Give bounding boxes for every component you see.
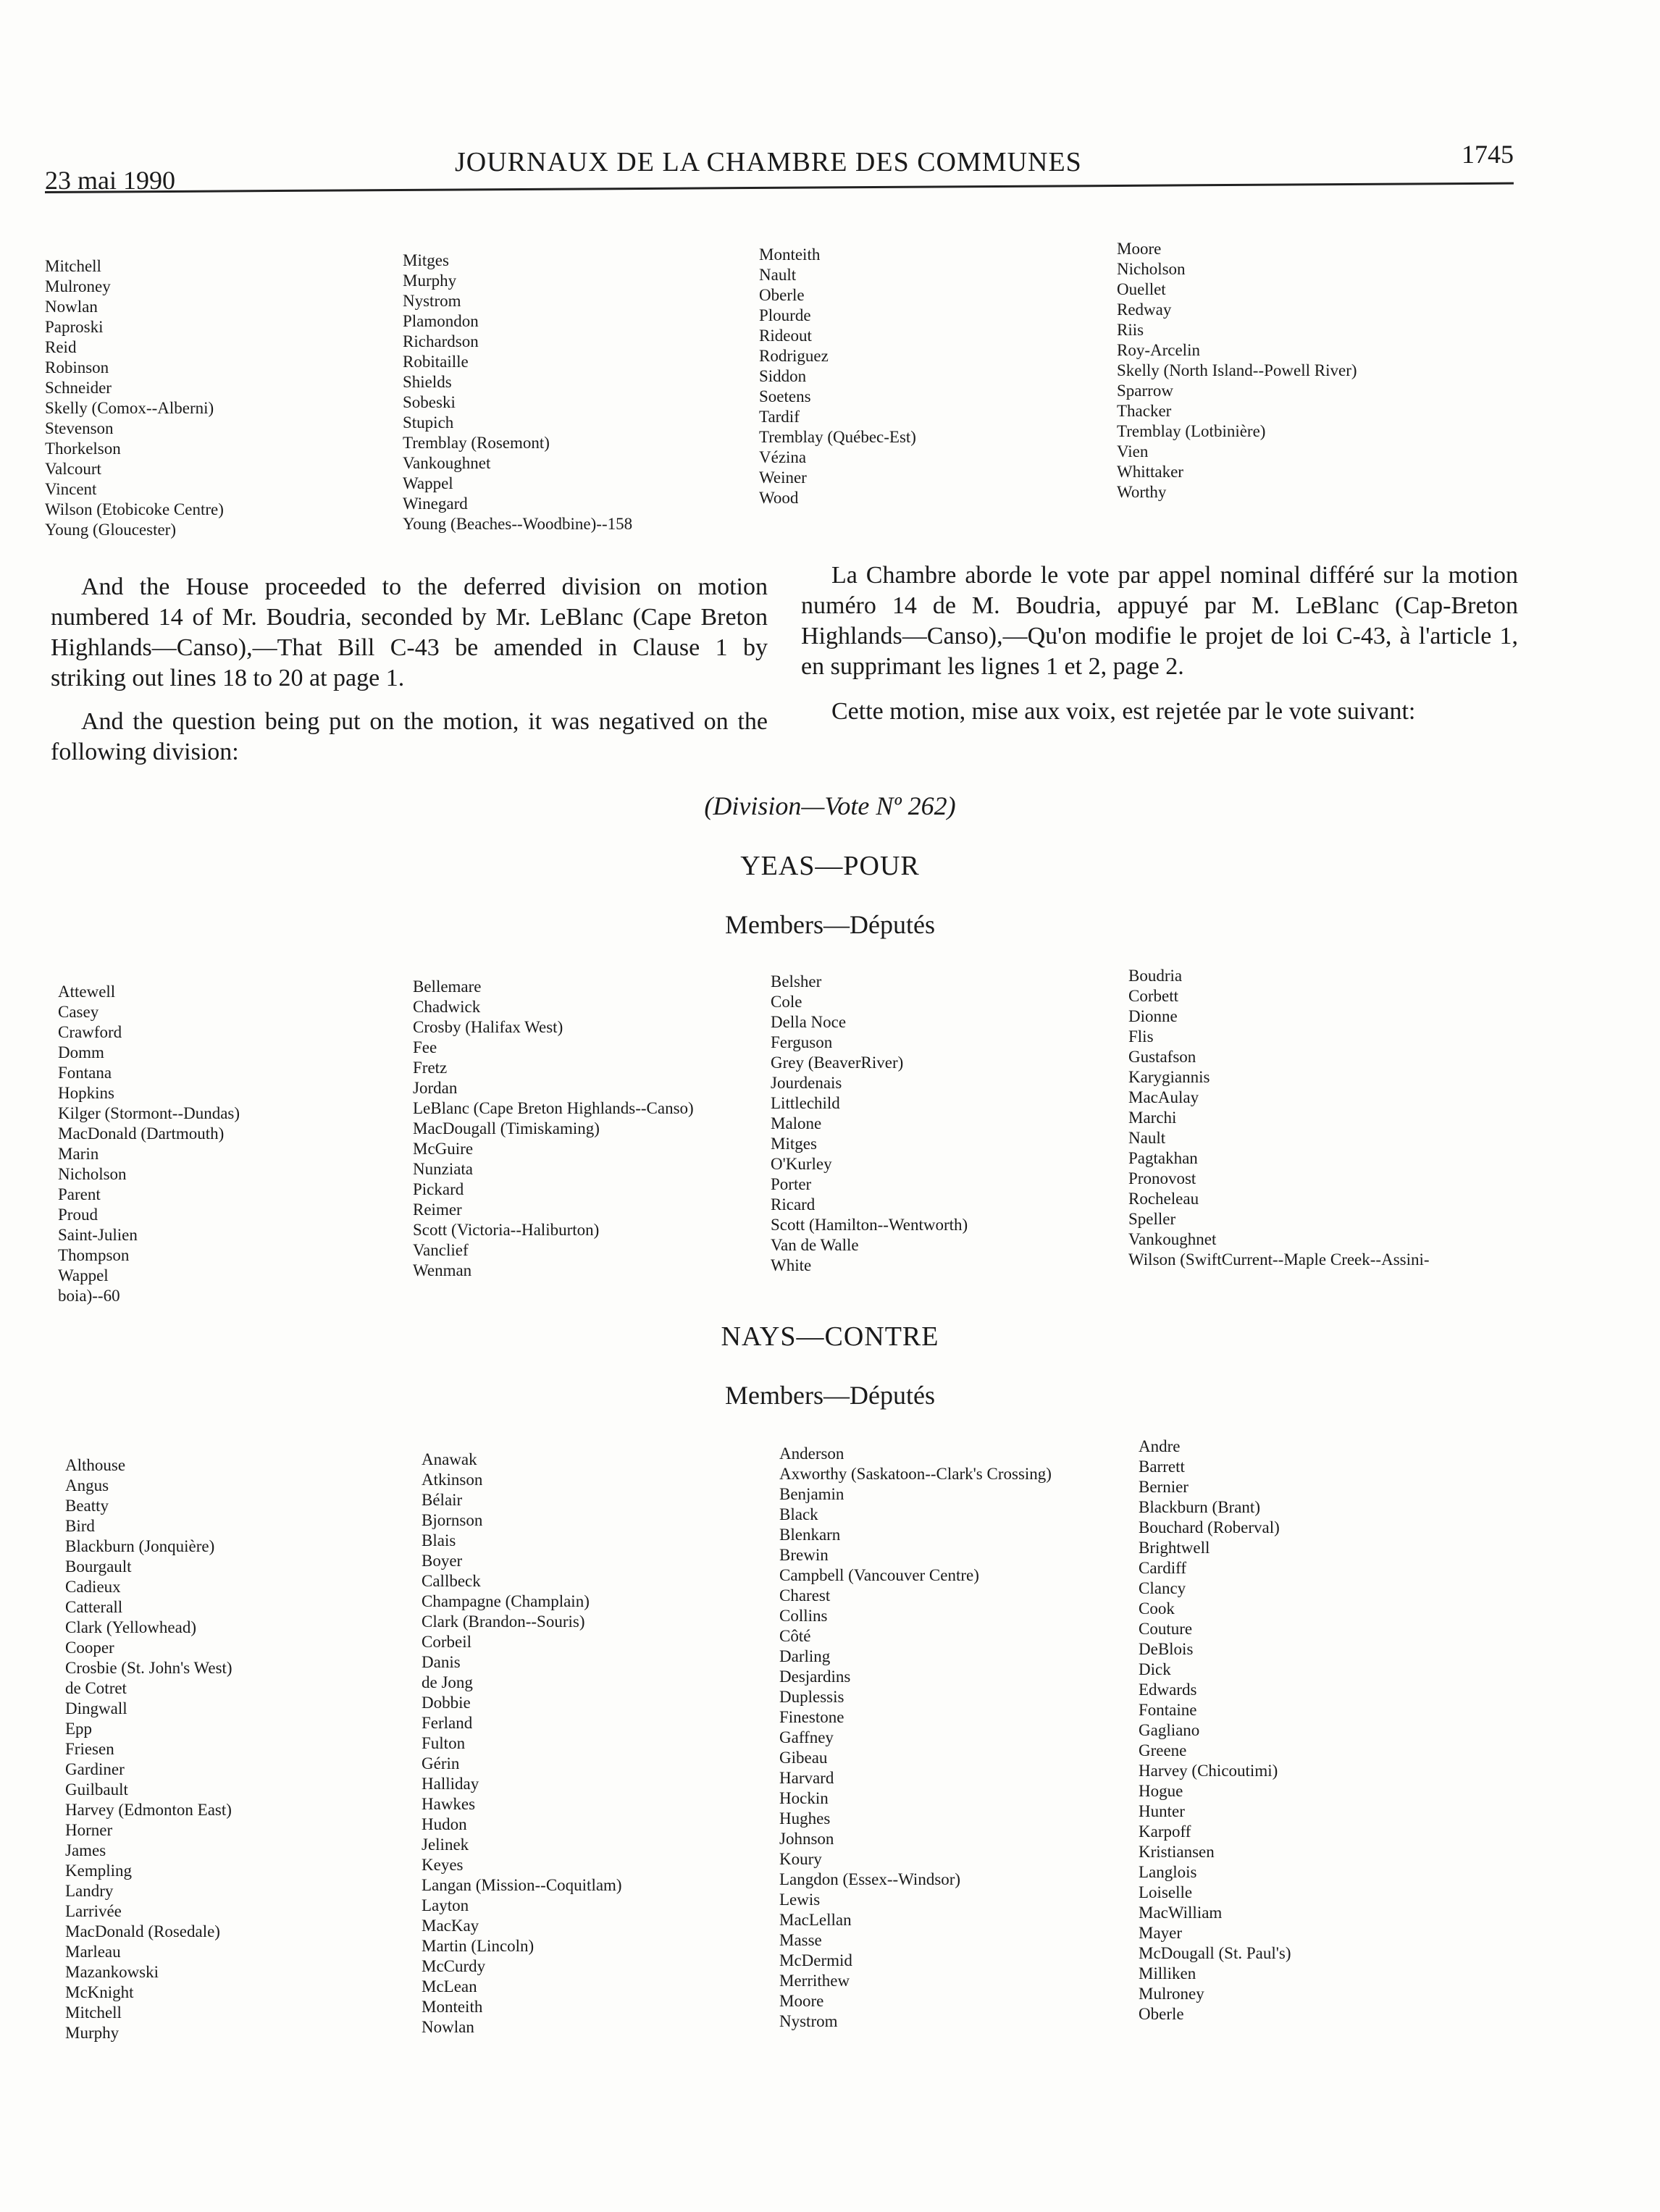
member-name: Crosbie (St. John's West)	[65, 1659, 232, 1677]
member-name: Boudria	[1128, 967, 1183, 985]
member-name: Wappel	[58, 1266, 109, 1284]
member-name: Dobbie	[422, 1694, 471, 1712]
member-name: Nystrom	[779, 2012, 838, 2030]
member-name: Crosby (Halifax West)	[413, 1018, 563, 1036]
member-name: Brightwell	[1139, 1539, 1210, 1557]
nays-subheading: Members—Députés	[725, 1381, 935, 1410]
prev-vote-column-4	[1117, 239, 1357, 502]
member-name: Rideout	[759, 327, 812, 345]
member-name: Koury	[779, 1850, 822, 1868]
member-name: Hughes	[779, 1809, 831, 1828]
yeas-column-2	[413, 977, 694, 1281]
member-name: Harvard	[779, 1769, 834, 1787]
member-name: Monteith	[759, 245, 821, 264]
member-name: Corbeil	[422, 1633, 471, 1651]
division-label: (Division—Vote Nº 262)	[704, 791, 956, 820]
member-name: Gustafson	[1128, 1048, 1196, 1066]
member-name: Blenkarn	[779, 1526, 841, 1544]
journal-title: JOURNAUX DE LA CHAMBRE DES COMMUNES	[455, 147, 1082, 177]
member-name: Reid	[45, 338, 77, 356]
member-name: Bellemare	[413, 977, 482, 996]
member-name: Ouellet	[1117, 280, 1166, 298]
member-name: White	[771, 1256, 812, 1274]
member-name: Della Noce	[771, 1013, 847, 1031]
member-name: Plamondon	[403, 312, 479, 330]
english-motion-paragraph: And the House proceeded to the deferred division on motion numbered 14 of Mr. Boudria, seconded by Mr. LeBlanc (Cape Breton Highlands—Canso),—That Bill C-43 be amended in Clause 1 by striking out lines 18 to 20 at page 1.	[51, 573, 768, 691]
member-name: Rodriguez	[759, 347, 829, 365]
member-name: Stupich	[403, 413, 454, 432]
nays-column-4	[1139, 1437, 1291, 2024]
member-name: Hawkes	[422, 1795, 476, 1813]
member-name: Whittaker	[1117, 463, 1183, 481]
member-name: Fee	[413, 1038, 437, 1056]
nays-heading: NAYS—CONTRE	[721, 1321, 939, 1352]
member-name: Harvey (Chicoutimi)	[1139, 1762, 1278, 1780]
member-name: Ricard	[771, 1195, 816, 1214]
member-name: Grey (BeaverRiver)	[771, 1054, 904, 1072]
member-name: Kilger (Stormont--Dundas)	[58, 1104, 240, 1122]
member-name: Gaffney	[779, 1728, 834, 1746]
member-name: Mitges	[771, 1135, 817, 1153]
yeas-column-1	[58, 982, 240, 1306]
member-name: Pagtakhan	[1128, 1149, 1198, 1167]
member-name: Wenman	[413, 1261, 472, 1279]
member-name: Rocheleau	[1128, 1190, 1199, 1208]
member-name: Atkinson	[422, 1471, 483, 1489]
member-name: Mazankowski	[65, 1963, 159, 1981]
member-name: Nowlan	[422, 2018, 474, 2036]
french-question-paragraph: Cette motion, mise aux voix, est rejetée par le vote suivant:	[831, 698, 1416, 725]
prev-vote-column-3	[759, 245, 916, 508]
member-name: McCurdy	[422, 1957, 486, 1975]
member-name: DeBlois	[1139, 1640, 1194, 1658]
member-name: Stevenson	[45, 419, 114, 437]
member-name: Martin (Lincoln)	[422, 1937, 535, 1955]
member-name: Catterall	[65, 1598, 123, 1616]
member-name: Sparrow	[1117, 382, 1173, 400]
member-name: Marleau	[65, 1943, 121, 1961]
member-name: Axworthy (Saskatoon--Clark's Crossing)	[779, 1465, 1052, 1483]
member-name: Oberle	[1139, 2005, 1184, 2023]
member-name: Karpoff	[1139, 1822, 1191, 1841]
member-name: Richardson	[403, 332, 479, 350]
member-name: Vankoughnet	[1128, 1230, 1217, 1248]
english-question-paragraph: And the question being put on the motion, it was negatived on the following division:	[51, 708, 768, 765]
member-name: Landry	[65, 1882, 114, 1900]
member-name: Karygiannis	[1128, 1068, 1210, 1086]
member-name: Halliday	[422, 1775, 479, 1793]
member-name: Hogue	[1139, 1782, 1183, 1800]
member-name: Charest	[779, 1586, 831, 1605]
member-name: Milliken	[1139, 1964, 1196, 1982]
member-name: Murphy	[65, 2024, 120, 2042]
member-name: Thompson	[58, 1246, 130, 1264]
member-name: Mitchell	[45, 257, 101, 275]
member-name: Moore	[779, 1992, 824, 2010]
member-name: Finestone	[779, 1708, 844, 1726]
member-name: Althouse	[65, 1456, 126, 1474]
member-name: Clancy	[1139, 1579, 1186, 1597]
member-name: Nicholson	[58, 1165, 127, 1183]
member-name: McGuire	[413, 1140, 474, 1158]
member-name: Vincent	[45, 480, 97, 498]
member-name: Pickard	[413, 1180, 464, 1198]
member-name: Oberle	[759, 286, 805, 304]
member-name: Mulroney	[1139, 1985, 1204, 2003]
member-name: Langlois	[1139, 1863, 1197, 1881]
member-name: Fulton	[422, 1734, 466, 1752]
member-name: de Jong	[422, 1673, 473, 1691]
member-name: Gagliano	[1139, 1721, 1200, 1739]
member-name: Blackburn (Jonquière)	[65, 1537, 215, 1555]
member-name: McDougall (St. Paul's)	[1139, 1944, 1291, 1962]
member-name: Robitaille	[403, 353, 469, 371]
member-name: Fontana	[58, 1064, 112, 1082]
member-name: Plourde	[759, 306, 811, 324]
member-name: Nicholson	[1117, 260, 1186, 278]
member-name: James	[65, 1841, 106, 1859]
member-name: Keyes	[422, 1856, 464, 1874]
member-name: Flis	[1128, 1027, 1154, 1046]
member-name: Lewis	[779, 1891, 821, 1909]
member-name: Kempling	[65, 1862, 132, 1880]
member-name: MacDonald (Rosedale)	[65, 1922, 220, 1940]
member-name: Reimer	[413, 1200, 462, 1219]
member-name: Andre	[1139, 1437, 1181, 1455]
member-name: Redway	[1117, 300, 1172, 319]
member-name: Darling	[779, 1647, 831, 1665]
member-name: Desjardins	[779, 1668, 851, 1686]
member-name: Monteith	[422, 1998, 483, 2016]
member-name: Belsher	[771, 972, 822, 991]
member-name: Tremblay (Québec-Est)	[759, 428, 916, 446]
member-name: Winegard	[403, 495, 468, 513]
member-name: Nault	[1128, 1129, 1166, 1147]
member-name: Bird	[65, 1517, 95, 1535]
member-name: Young (Beaches--Woodbine)--158	[403, 515, 633, 533]
member-name: Nunziata	[413, 1160, 474, 1178]
member-name: Friesen	[65, 1740, 114, 1758]
nays-column-3	[779, 1444, 1052, 2032]
member-name: Merrithew	[779, 1972, 850, 1990]
member-name: Vanclief	[413, 1241, 469, 1259]
member-name: Callbeck	[422, 1572, 481, 1590]
nays-column-1	[65, 1455, 232, 2043]
member-name: Benjamin	[779, 1485, 844, 1503]
member-name: Nowlan	[45, 298, 98, 316]
member-name: McKnight	[65, 1983, 134, 2001]
member-name: Proud	[58, 1206, 98, 1224]
member-name: Mitges	[403, 251, 449, 269]
member-name: Wilson (Etobicoke Centre)	[45, 500, 224, 518]
member-name: MacWilliam	[1139, 1904, 1223, 1922]
member-name: Brewin	[779, 1546, 829, 1564]
member-name: MacDonald (Dartmouth)	[58, 1124, 225, 1143]
member-name: Crawford	[58, 1023, 122, 1041]
member-name: Nystrom	[403, 292, 461, 310]
member-name: Dionne	[1128, 1007, 1178, 1025]
member-name: MacLellan	[779, 1911, 852, 1929]
member-name: Shields	[403, 373, 452, 391]
member-name: Collins	[779, 1607, 828, 1625]
member-name: Langan (Mission--Coquitlam)	[422, 1876, 622, 1894]
member-name: Gardiner	[65, 1760, 125, 1778]
member-name: Blackburn (Brant)	[1139, 1498, 1260, 1516]
member-name: Loiselle	[1139, 1883, 1193, 1901]
member-name: Skelly (Comox--Alberni)	[45, 399, 214, 417]
member-name: Greene	[1139, 1741, 1187, 1759]
member-name: Soetens	[759, 387, 811, 405]
member-name: Scott (Victoria--Haliburton)	[413, 1221, 600, 1239]
member-name: Skelly (North Island--Powell River)	[1117, 361, 1357, 379]
member-name: Bourgault	[65, 1557, 132, 1576]
member-name: Chadwick	[413, 998, 481, 1016]
member-name: Bjornson	[422, 1511, 483, 1529]
member-name: Mitchell	[65, 2003, 122, 2022]
member-name: Thorkelson	[45, 440, 121, 458]
member-name: Bernier	[1139, 1478, 1189, 1496]
member-name: Gibeau	[779, 1749, 828, 1767]
nays-column-2	[422, 1450, 622, 2038]
member-name: Wilson (SwiftCurrent--Maple Creek--Assini-	[1128, 1250, 1430, 1269]
prev-vote-column-2	[403, 251, 632, 534]
member-name: Murphy	[403, 272, 457, 290]
member-name: Van de Walle	[771, 1236, 859, 1254]
member-name: Hudon	[422, 1815, 467, 1833]
member-name: Fretz	[413, 1059, 448, 1077]
page-number: 1745	[1462, 140, 1514, 169]
member-name: Tremblay (Lotbinière)	[1117, 422, 1266, 440]
member-name: Cole	[771, 993, 802, 1011]
member-name: Boyer	[422, 1552, 463, 1570]
member-name: Marchi	[1128, 1109, 1177, 1127]
member-name: Casey	[58, 1003, 99, 1021]
member-name: Dick	[1139, 1660, 1171, 1678]
member-name: McLean	[422, 1977, 477, 1996]
member-name: Jordan	[413, 1079, 458, 1097]
member-name: Layton	[422, 1896, 469, 1914]
member-name: boia)--60	[58, 1287, 120, 1305]
member-name: Ferguson	[771, 1033, 833, 1051]
member-name: Worthy	[1117, 483, 1167, 501]
member-name: Wappel	[403, 474, 453, 492]
member-name: Clark (Yellowhead)	[65, 1618, 196, 1636]
member-name: Campbell (Vancouver Centre)	[779, 1566, 979, 1584]
member-name: Marin	[58, 1145, 99, 1163]
member-name: Sobeski	[403, 393, 456, 411]
member-name: LeBlanc (Cape Breton Highlands--Canso)	[413, 1099, 694, 1117]
member-name: Dingwall	[65, 1699, 127, 1717]
member-name: Jelinek	[422, 1835, 469, 1854]
member-name: Robinson	[45, 358, 109, 377]
member-name: Masse	[779, 1931, 822, 1949]
member-name: Mayer	[1139, 1924, 1183, 1942]
member-name: Wood	[759, 489, 799, 507]
member-name: Horner	[65, 1821, 113, 1839]
member-name: Clark (Brandon--Souris)	[422, 1612, 585, 1631]
member-name: Vankoughnet	[403, 454, 491, 472]
member-name: Moore	[1117, 240, 1162, 258]
member-name: Nault	[759, 266, 797, 284]
member-name: Malone	[771, 1114, 822, 1132]
member-name: Domm	[58, 1043, 104, 1061]
member-name: Anawak	[422, 1450, 477, 1468]
member-name: Young (Gloucester)	[45, 521, 177, 539]
member-name: Paproski	[45, 318, 104, 336]
member-name: Ferland	[422, 1714, 473, 1732]
member-name: Kristiansen	[1139, 1843, 1215, 1861]
member-name: Fontaine	[1139, 1701, 1197, 1719]
member-name: Edwards	[1139, 1681, 1197, 1699]
member-name: Champagne (Champlain)	[422, 1592, 590, 1610]
member-name: Couture	[1139, 1620, 1193, 1638]
yeas-subheading: Members—Députés	[725, 910, 935, 939]
member-name: Anderson	[779, 1444, 844, 1463]
member-name: Pronovost	[1128, 1169, 1196, 1187]
member-name: Barrett	[1139, 1458, 1185, 1476]
member-name: Duplessis	[779, 1688, 844, 1706]
member-name: Scott (Hamilton--Wentworth)	[771, 1216, 968, 1234]
prev-vote-column-1	[45, 256, 224, 540]
member-name: Harvey (Edmonton East)	[65, 1801, 232, 1819]
page-header	[45, 139, 1514, 194]
member-name: Schneider	[45, 379, 112, 397]
member-name: Mulroney	[45, 277, 111, 295]
member-name: Thacker	[1117, 402, 1172, 420]
member-name: Beatty	[65, 1497, 109, 1515]
yeas-column-4	[1128, 966, 1430, 1270]
member-name: Bélair	[422, 1491, 463, 1509]
member-name: Corbett	[1128, 987, 1178, 1005]
member-name: de Cotret	[65, 1679, 127, 1697]
member-name: MacDougall (Timiskaming)	[413, 1119, 600, 1137]
member-name: Siddon	[759, 367, 807, 385]
header-date: 23 mai 1990	[45, 166, 175, 195]
member-name: O'Kurley	[771, 1155, 832, 1173]
member-name: MacKay	[422, 1917, 479, 1935]
member-name: Angus	[65, 1476, 109, 1494]
member-name: Speller	[1128, 1210, 1176, 1228]
member-name: Tremblay (Rosemont)	[403, 434, 550, 452]
member-name: Porter	[771, 1175, 812, 1193]
member-name: MacAulay	[1128, 1088, 1199, 1106]
member-name: Danis	[422, 1653, 461, 1671]
member-name: Attewell	[58, 983, 116, 1001]
member-name: Riis	[1117, 321, 1144, 339]
member-name: Côté	[779, 1627, 811, 1645]
member-name: Jourdenais	[771, 1074, 842, 1092]
french-motion-paragraph: La Chambre aborde le vote par appel nominal différé sur la motion numéro 14 de M. Boudria, appuyé par M. LeBlanc (Cap-Breton Highlands—Canso),—Qu'on modifie le projet de loi C-43, à l'article 1, en supprimant les lignes 1 et 2, page 2.	[801, 562, 1518, 680]
member-name: Roy-Arcelin	[1117, 341, 1200, 359]
member-name: Parent	[58, 1185, 101, 1203]
member-name: Hockin	[779, 1789, 829, 1807]
member-name: Hunter	[1139, 1802, 1185, 1820]
member-name: McDermid	[779, 1951, 852, 1969]
member-name: Saint-Julien	[58, 1226, 138, 1244]
yeas-column-3	[771, 972, 968, 1276]
member-name: Cooper	[65, 1639, 114, 1657]
member-name: Cook	[1139, 1599, 1175, 1618]
member-name: Guilbault	[65, 1780, 128, 1799]
member-name: Blais	[422, 1531, 456, 1549]
member-name: Hopkins	[58, 1084, 114, 1102]
member-name: Gérin	[422, 1754, 460, 1772]
member-name: Cardiff	[1139, 1559, 1187, 1577]
member-name: Johnson	[779, 1830, 834, 1848]
member-name: Langdon (Essex--Windsor)	[779, 1870, 961, 1888]
member-name: Bouchard (Roberval)	[1139, 1518, 1280, 1536]
member-name: Cadieux	[65, 1578, 121, 1596]
member-name: Vézina	[759, 448, 807, 466]
member-name: Valcourt	[45, 460, 101, 478]
member-name: Vien	[1117, 442, 1149, 461]
member-name: Weiner	[759, 468, 807, 487]
member-name: Black	[779, 1505, 818, 1523]
yeas-heading: YEAS—POUR	[740, 851, 920, 881]
member-name: Larrivée	[65, 1902, 122, 1920]
member-name: Epp	[65, 1720, 93, 1738]
member-name: Littlechild	[771, 1094, 840, 1112]
member-name: Tardif	[759, 408, 800, 426]
